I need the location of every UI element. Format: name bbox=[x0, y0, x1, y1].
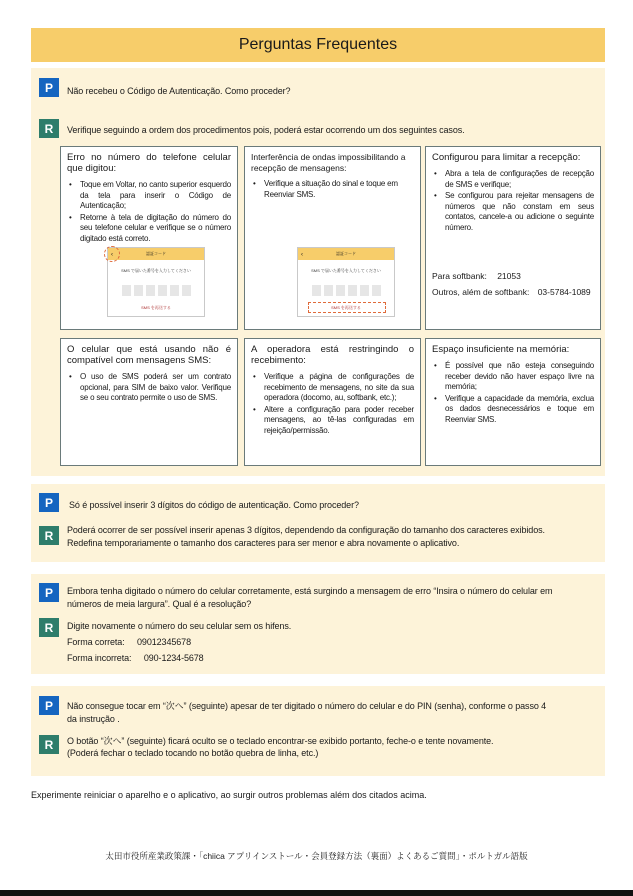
phone-header-label: 認証コード bbox=[336, 250, 356, 256]
answer-text: Digite novamente o número do seu celular sem os hifens. bbox=[67, 621, 292, 631]
question-badge: P bbox=[39, 78, 59, 97]
footer-note: Experimente reiniciar o aparelho e o aplicativo, ao surgir outros problemas além dos citados acima. bbox=[31, 790, 427, 800]
cause-box-memory bbox=[425, 338, 601, 466]
cause-title: Espaço insuficiente na memória: bbox=[432, 344, 570, 355]
cause-title: Configurou para limitar a recepção: bbox=[432, 152, 581, 163]
others-number: 03-5784-1089 bbox=[537, 287, 591, 297]
cause-box-interference bbox=[244, 146, 421, 330]
others-line bbox=[432, 287, 591, 298]
question-line-1: Não consegue tocar em “次へ” (seguinte) apesar de ter digitado o número do celular e do PIN (senha), conforme o passo 4 bbox=[67, 701, 547, 711]
softbank-line bbox=[432, 271, 521, 282]
back-chevron-icon: ‹ bbox=[111, 252, 113, 258]
softbank-number: 21053 bbox=[497, 271, 521, 281]
phone-screenshot bbox=[297, 247, 395, 317]
phone-prompt: SMS で届いた番号を入力してください bbox=[121, 268, 191, 273]
question-text: Não recebeu o Código de Autenticação. Como proceder? bbox=[67, 86, 291, 96]
bottom-rule bbox=[0, 890, 633, 896]
phone-header bbox=[298, 248, 394, 260]
cause-title: Erro no número do telefone celular que digitou: bbox=[67, 152, 231, 174]
answer-line-2: Redefina temporariamente o tamanho dos caracteres para ser menor e abra novamente o aplicativo. bbox=[67, 538, 460, 548]
cause-title: A operadora está restringindo o recebimento: bbox=[251, 344, 414, 366]
cause-bullet: • Abra a tela de configurações de recepção de SMS e verifique; bbox=[432, 169, 594, 190]
question-line-2: números de meia largura”. Qual é a resolução? bbox=[67, 599, 252, 609]
question-text: Só é possível inserir 3 dígitos do código de autenticação. Como proceder? bbox=[69, 500, 359, 510]
answer-line-1: Poderá ocorrer de ser possível inserir apenas 3 dígitos, dependendo da configuração do tamanho dos caracteres exibidos. bbox=[67, 525, 545, 535]
cause-bullet: • Altere a configuração para poder receber mensagens, ao tê-las configuradas em rejeição/permissão. bbox=[251, 405, 414, 437]
cause-box-sms-incompatible bbox=[60, 338, 238, 466]
cause-bullet: • Se configurou para rejeitar mensagens de números que não constam em seus contatos, cancele-a ou adicione o seguinte número. bbox=[432, 191, 594, 233]
code-cells bbox=[108, 285, 204, 296]
cause-bullet: • É possível que não esteja conseguindo receber devido não haver espaço livre na memória; bbox=[432, 361, 594, 393]
cause-box-limit bbox=[425, 146, 601, 330]
cause-bullet: • Verifique a capacidade da memória, exclua os dados desnecessários e toque em Reenviar SMS. bbox=[432, 394, 594, 426]
question-line-2: da instrução . bbox=[67, 714, 120, 724]
question-badge: P bbox=[39, 583, 59, 602]
highlight-dashed-box bbox=[308, 302, 386, 313]
cause-title: O celular que está usando não é compatível com mensagens SMS: bbox=[67, 344, 231, 366]
phone-header-label: 認証コード bbox=[146, 250, 166, 256]
cause-title: Interferência de ondas impossibilitando a recepção de mensagens: bbox=[251, 152, 406, 173]
answer-badge: R bbox=[39, 618, 59, 637]
correct-form-line bbox=[67, 636, 191, 648]
faq-section-1 bbox=[31, 68, 605, 476]
cause-box-wrong-number bbox=[60, 146, 238, 330]
incorrect-form-value: 090-1234-5678 bbox=[143, 653, 204, 663]
question-line-1: Embora tenha digitado o número do celular corretamente, está surgindo a mensagem de erro “Insira o número do celular em bbox=[67, 586, 553, 596]
faq-section-3 bbox=[31, 574, 605, 674]
answer-badge: R bbox=[39, 526, 59, 545]
resend-label: SMS を再送する bbox=[141, 304, 171, 310]
correct-form-value: 09012345678 bbox=[137, 637, 191, 647]
answer-line-1: O botão “次へ” (seguinte) ficará oculto se o teclado encontrar-se exibido portanto, feche-o e tente novamente. bbox=[67, 736, 494, 746]
answer-line-2: (Poderá fechar o teclado tocando no botão quebra de linha, etc.) bbox=[67, 748, 319, 758]
cause-bullet: • Retorne à tela de digitação do número do seu telefone celular e verifique se o número digitado está correto. bbox=[67, 213, 231, 245]
cause-box-operator bbox=[244, 338, 421, 466]
correct-form-label: Forma correta: bbox=[67, 637, 125, 647]
back-chevron-icon: ‹ bbox=[301, 252, 303, 258]
others-label: Outros, além de softbank: bbox=[432, 287, 530, 297]
answer-badge: R bbox=[39, 735, 59, 754]
phone-prompt: SMS で届いた番号を入力してください bbox=[311, 268, 381, 273]
faq-section-4 bbox=[31, 686, 605, 776]
question-badge: P bbox=[39, 696, 59, 715]
document-credit: 太田市役所産業政策課・「chiica アプリインストール・会員登録方法（裏面）よくあるご質問」・ポルトガル語版 bbox=[105, 851, 528, 861]
answer-text: Verifique seguindo a ordem dos procedimentos pois, poderá estar ocorrendo um dos seguintes casos. bbox=[67, 125, 465, 135]
cause-bullet: • O uso de SMS poderá ser um contrato opcional, para SIM de baixo valor. Verifique se o seu contrato permite o uso de SMS. bbox=[67, 372, 231, 404]
cause-bullet: • Verifique a situação do sinal e toque em Reenviar SMS. bbox=[251, 179, 414, 200]
cause-bullet: • Verifique a página de configurações de recebimento de mensagens, no site da sua operadora (docomo, au, softbank, etc.); bbox=[251, 372, 414, 404]
incorrect-form-line bbox=[67, 652, 204, 664]
page-title: Perguntas Frequentes bbox=[31, 28, 605, 62]
faq-section-2 bbox=[31, 484, 605, 562]
question-badge: P bbox=[39, 493, 59, 512]
incorrect-form-label: Forma incorreta: bbox=[67, 653, 132, 663]
softbank-label: Para softbank: bbox=[432, 271, 487, 281]
resend-label: SMS を再送する bbox=[331, 304, 361, 310]
answer-badge: R bbox=[39, 119, 59, 138]
cause-bullet: • Toque em Voltar, no canto superior esquerdo da tela para inserir o Código de Autenticação; bbox=[67, 180, 231, 212]
phone-header bbox=[108, 248, 204, 260]
code-cells bbox=[298, 285, 394, 296]
phone-screenshot bbox=[107, 247, 205, 317]
highlight-circle bbox=[104, 246, 120, 262]
